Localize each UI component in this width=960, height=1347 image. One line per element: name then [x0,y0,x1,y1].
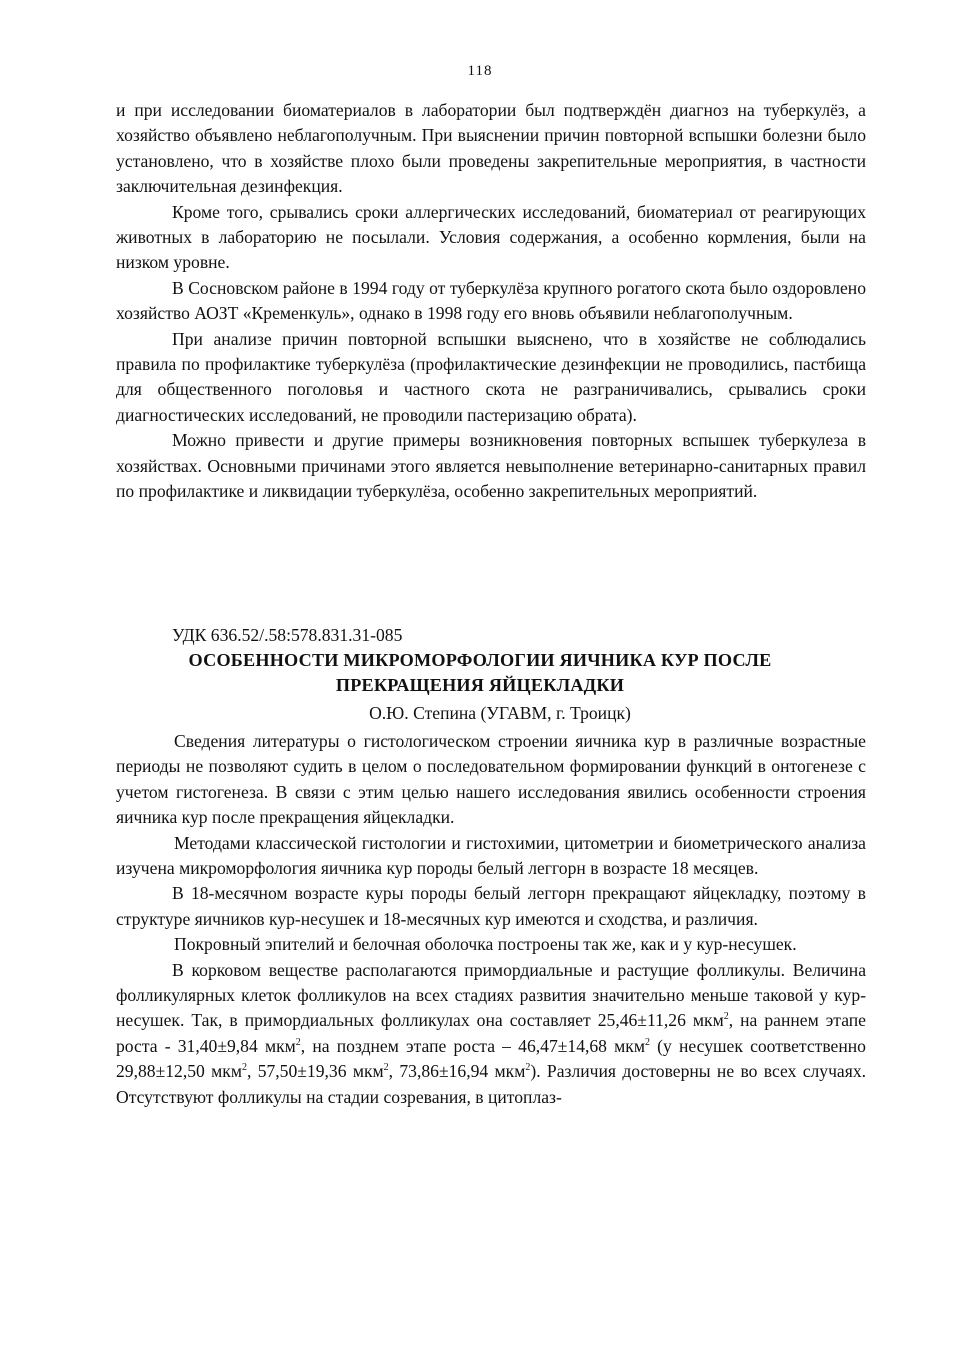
page-number: 118 [467,63,493,79]
paragraph: В Сосновском районе в 1994 году от туберкулёза крупного рогатого скота было оздоровлено хозяйство АОЗТ «Кременкуль», однако в 1998 году его вновь объявили неблагополучным. [116,277,866,324]
text-fragment: В корковом веществе располагаются примордиальные и растущие фолликулы. Величина фолликулярных клеток фолликулов на всех стадиях развития значительно меньше таковой у кур-несушек. Так, в примордиальных фолликулах она составляет [116,959,866,1031]
paragraph: Сведения литературы о гистологическом строении яичника кур в различные возрастные периоды не позволяют судить в целом о последовательном формировании функций в онтогенезе с учетом гистогенеза. В связи с этим целью нашего исследования явились особенности строения яичника кур после прекращения яйцекладки. [116,731,866,828]
paragraph: Можно привести и другие примеры возникновения повторных вспышек туберкулеза в хозяйствах. Основными причинами этого является невыполнение ветеринарно-санитарных правил по профилактике и ликвидации туберкулёза, особенно закрепительных мероприятий. [116,430,866,502]
text-fragment: , на раннем этапе роста - [116,1010,866,1056]
previous-article-ending [116,98,866,505]
superscript: 2 [525,1062,531,1074]
measurement-value: 57,50±19,36 мкм [257,1061,384,1082]
superscript: 2 [723,1011,729,1023]
measurement-value: 25,46±11,26 мкм [597,1010,724,1031]
article-title-line-2: ПРЕКРАЩЕНИЯ ЯЙЦЕКЛАДКИ [335,675,625,695]
paragraph: и при исследовании биоматериалов в лаборатории был подтверждён диагноз на туберкулёз, а хозяйство объявлено неблагополучным. При выяснении причин повторной вспышки болезни было установлено, что в хозяйстве плохо были проведены закрепительные мероприятия, в частности заключительная дезинфекция. [116,100,866,197]
paragraph: Кроме того, срывались сроки аллергических исследований, биоматериал от реагирующих животных в лабораторию не посылали. Условия содержания, а особенно кормления, были на низком уровне. [116,201,866,273]
measurement-value: 29,88±12,50 мкм [116,1061,242,1082]
separator: , [246,1061,258,1082]
text-fragment: ). Различия достоверны не во всех случаях. Отсутствуют фолликулы на стадии созревания, в цитоплаз- [116,1061,867,1107]
paragraph-measurements [116,958,866,1110]
superscript: 2 [295,1037,301,1049]
article-body [116,729,866,1110]
text-fragment: (у несушек соответственно [649,1035,866,1056]
measurement-value: 46,47±14,68 мкм [518,1035,645,1056]
article-title [0,648,960,698]
measurement-value: 73,86±16,94 мкм [399,1061,526,1082]
measurement-value: 31,40±9,84 мкм [177,1035,296,1056]
paragraph: Покровный эпителий и белочная оболочка построены так же, как и у кур-несушек. [174,934,797,955]
paragraph: При анализе причин повторной вспышки выяснено, что в хозяйстве не соблюдались правила по профилактике туберкулёза (профилактические дезинфекции не проводились, пастбища для общественного поголовья и частного скота не разграничивались, срывались сроки диагностических исследований, не проводили пастеризацию обрата). [116,328,866,425]
article-author: О.Ю. Степина (УГАВМ, г. Троицк) [369,703,631,723]
article-title-line-1: ОСОБЕННОСТИ МИКРОМОРФОЛОГИИ ЯИЧНИКА КУР ПОСЛЕ [188,650,772,670]
paragraph: В 18-месячном возрасте куры породы белый леггорн прекращают яйцекладку, поэтому в структуре яичников кур-несушек и 18-месячных кур имеются и сходства, и различия. [116,883,866,929]
separator: , [388,1061,400,1082]
superscript: 2 [644,1037,650,1049]
superscript: 2 [383,1062,389,1074]
superscript: 2 [241,1062,247,1074]
udc-code: УДК 636.52/.58:578.831.31-085 [172,625,403,645]
text-fragment: , на позднем этапе роста – [300,1035,519,1056]
paragraph: Методами классической гистологии и гистохимии, цитометрии и биометрического анализа изучена микроморфология яичника кур породы белый леггорн в возрасте 18 месяцев. [116,832,866,879]
